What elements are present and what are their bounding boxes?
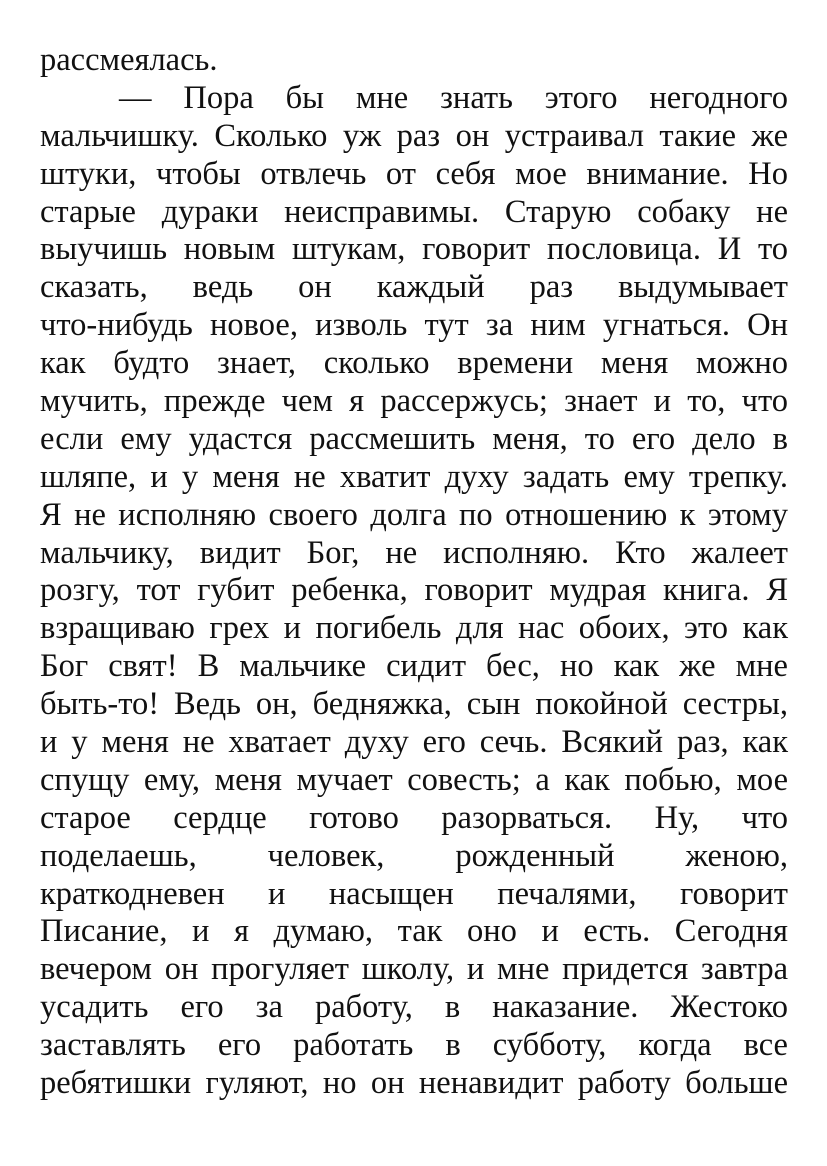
text-line: Я не исполняю своего долга по отношению к этому	[40, 496, 788, 533]
text-line: мальчишку. Сколько уж раз он устраивал такие же	[40, 117, 788, 154]
text-line: как будто знает, сколько времени меня можно	[40, 345, 788, 382]
text-line: если ему удастся рассмешить меня, то его дело в	[40, 420, 788, 457]
text-line: заставлять его работать в субботу, когда все	[40, 1027, 788, 1064]
document-body	[40, 42, 788, 1103]
text-line: старое сердце готово разорваться. Ну, что	[40, 799, 788, 836]
text-line: Писание, и я думаю, так оно и есть. Сегодня	[40, 913, 788, 950]
text-line: шляпе, и у меня не хватит духу задать ему трепку.	[40, 458, 788, 495]
text-line: вечером он прогуляет школу, и мне придется завтра	[40, 951, 788, 988]
text-line: старые дураки неисправимы. Старую собаку не	[40, 193, 788, 230]
text-line: усадить его за работу, в наказание. Жестоко	[40, 989, 788, 1026]
text-line: штуки, чтобы отвлечь от себя мое внимание. Но	[40, 155, 788, 192]
text-line: поделаешь, человек, рожденный женою,	[40, 837, 788, 874]
text-line: мальчику, видит Бог, не исполняю. Кто жалеет	[40, 534, 788, 571]
text-line: что-нибудь новое, изволь тут за ним угнаться. Он	[40, 307, 788, 344]
text-line: краткодневен и насыщен печалями, говорит	[40, 875, 788, 912]
text-line: — Пора бы мне знать этого негодного	[119, 79, 788, 116]
text-line: рассмеялась.	[40, 42, 218, 78]
text-line: и у меня не хватает духу его сечь. Всякий раз, как	[40, 724, 788, 761]
text-line: ребятишки гуляют, но он ненавидит работу больше	[40, 1065, 788, 1102]
text-line: сказать, ведь он каждый раз выдумывает	[40, 269, 788, 306]
text-line: быть-то! Ведь он, бедняжка, сын покойной сестры,	[40, 686, 788, 723]
text-line: мучить, прежде чем я рассержусь; знает и то, что	[40, 383, 788, 420]
text-line: розгу, тот губит ребенка, говорит мудрая книга. Я	[40, 572, 788, 609]
text-line: Бог свят! В мальчике сидит бес, но как же мне	[40, 648, 788, 685]
text-line: выучишь новым штукам, говорит пословица. И то	[40, 231, 788, 268]
text-line: спущу ему, меня мучает совесть; а как побью, мое	[40, 761, 788, 798]
document-page	[40, 42, 788, 1103]
text-line: взращиваю грех и погибель для нас обоих, это как	[40, 610, 788, 647]
